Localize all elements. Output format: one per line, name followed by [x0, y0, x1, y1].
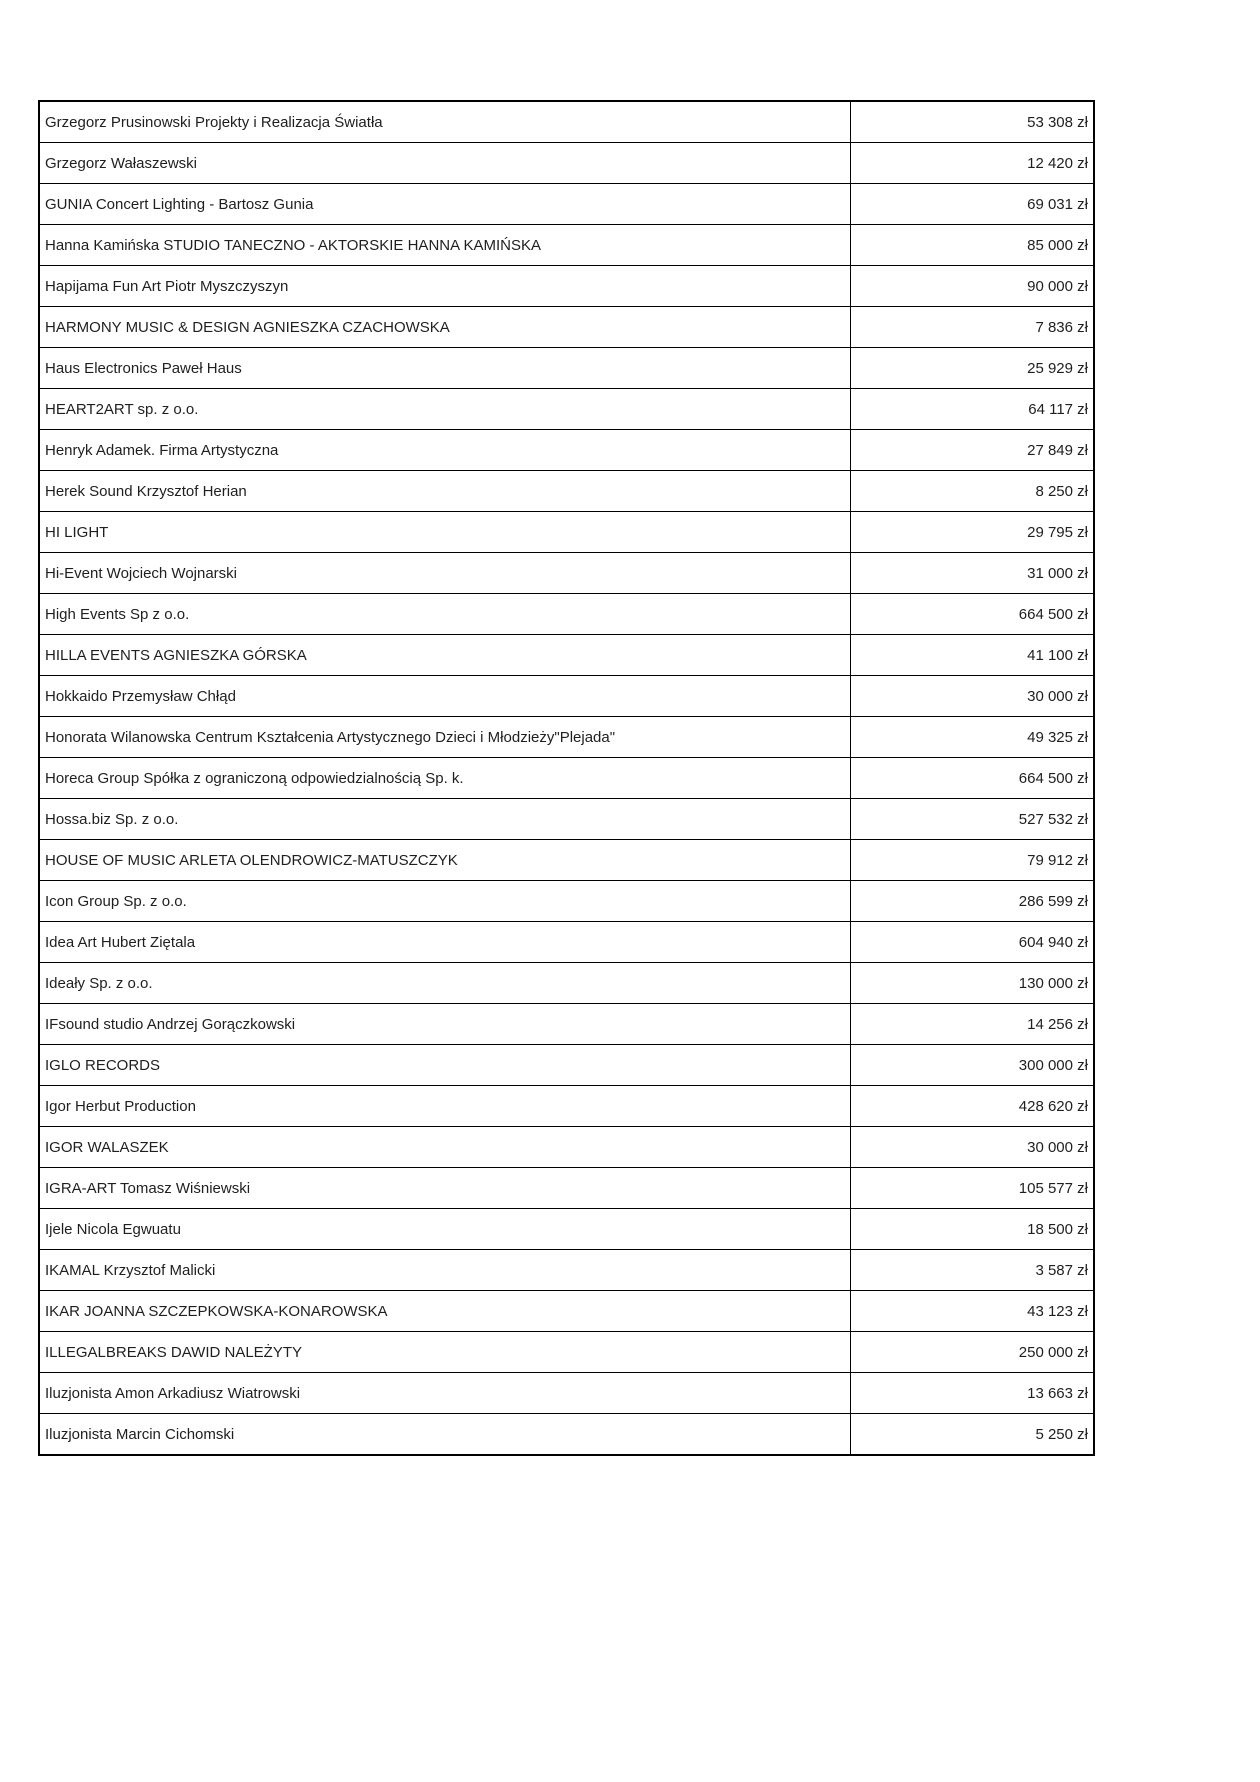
table-row	[39, 1209, 1094, 1250]
amount-cell: 90 000 zł	[851, 266, 1095, 307]
amount-cell: 85 000 zł	[851, 225, 1095, 266]
table-row	[39, 758, 1094, 799]
company-name-cell: IKAMAL Krzysztof Malicki	[39, 1250, 851, 1291]
company-name-cell: GUNIA Concert Lighting - Bartosz Gunia	[39, 184, 851, 225]
table-row	[39, 471, 1094, 512]
company-name-cell: Honorata Wilanowska Centrum Kształcenia Artystycznego Dzieci i Młodzieży"Plejada"	[39, 717, 851, 758]
amount-cell: 105 577 zł	[851, 1168, 1095, 1209]
table-row	[39, 922, 1094, 963]
company-name-cell: Iluzjonista Amon Arkadiusz Wiatrowski	[39, 1373, 851, 1414]
company-name-cell: IKAR JOANNA SZCZEPKOWSKA-KONAROWSKA	[39, 1291, 851, 1332]
company-name-cell: Hokkaido Przemysław Chłąd	[39, 676, 851, 717]
table-row	[39, 389, 1094, 430]
company-name-cell: HARMONY MUSIC & DESIGN AGNIESZKA CZACHOWSKA	[39, 307, 851, 348]
amount-cell: 664 500 zł	[851, 594, 1095, 635]
table-row	[39, 1127, 1094, 1168]
amount-cell: 428 620 zł	[851, 1086, 1095, 1127]
table-row	[39, 143, 1094, 184]
amount-cell: 49 325 zł	[851, 717, 1095, 758]
amount-cell: 7 836 zł	[851, 307, 1095, 348]
table-row	[39, 553, 1094, 594]
amount-cell: 5 250 zł	[851, 1414, 1095, 1456]
table-row	[39, 1291, 1094, 1332]
table-row	[39, 1373, 1094, 1414]
amount-cell: 18 500 zł	[851, 1209, 1095, 1250]
table-row	[39, 307, 1094, 348]
table-row	[39, 1086, 1094, 1127]
company-name-cell: Iluzjonista Marcin Cichomski	[39, 1414, 851, 1456]
amount-cell: 3 587 zł	[851, 1250, 1095, 1291]
company-name-cell: HILLA EVENTS AGNIESZKA GÓRSKA	[39, 635, 851, 676]
company-name-cell: Henryk Adamek. Firma Artystyczna	[39, 430, 851, 471]
company-name-cell: IFsound studio Andrzej Gorączkowski	[39, 1004, 851, 1045]
amount-cell: 30 000 zł	[851, 676, 1095, 717]
amount-cell: 29 795 zł	[851, 512, 1095, 553]
amount-cell: 41 100 zł	[851, 635, 1095, 676]
table-row	[39, 512, 1094, 553]
table-row	[39, 225, 1094, 266]
company-name-cell: Ideały Sp. z o.o.	[39, 963, 851, 1004]
amount-cell: 664 500 zł	[851, 758, 1095, 799]
company-name-cell: HI LIGHT	[39, 512, 851, 553]
company-name-cell: Haus Electronics Paweł Haus	[39, 348, 851, 389]
amount-cell: 53 308 zł	[851, 101, 1095, 143]
table-row	[39, 717, 1094, 758]
amount-cell: 14 256 zł	[851, 1004, 1095, 1045]
amount-cell: 250 000 zł	[851, 1332, 1095, 1373]
company-name-cell: ILLEGALBREAKS DAWID NALEŻYTY	[39, 1332, 851, 1373]
table-row	[39, 1004, 1094, 1045]
table-row	[39, 101, 1094, 143]
amount-cell: 527 532 zł	[851, 799, 1095, 840]
table-row	[39, 594, 1094, 635]
company-name-cell: IGLO RECORDS	[39, 1045, 851, 1086]
amounts-table-body	[39, 101, 1094, 1455]
company-name-cell: Ijele Nicola Egwuatu	[39, 1209, 851, 1250]
amount-cell: 79 912 zł	[851, 840, 1095, 881]
company-name-cell: HEART2ART sp. z o.o.	[39, 389, 851, 430]
amount-cell: 30 000 zł	[851, 1127, 1095, 1168]
amount-cell: 286 599 zł	[851, 881, 1095, 922]
amount-cell: 300 000 zł	[851, 1045, 1095, 1086]
company-name-cell: High Events Sp z o.o.	[39, 594, 851, 635]
table-row	[39, 1332, 1094, 1373]
company-name-cell: Hossa.biz Sp. z o.o.	[39, 799, 851, 840]
amount-cell: 64 117 zł	[851, 389, 1095, 430]
amount-cell: 69 031 zł	[851, 184, 1095, 225]
company-name-cell: IGOR WALASZEK	[39, 1127, 851, 1168]
amount-cell: 31 000 zł	[851, 553, 1095, 594]
amount-cell: 43 123 zł	[851, 1291, 1095, 1332]
amount-cell: 130 000 zł	[851, 963, 1095, 1004]
amounts-table	[38, 100, 1095, 1456]
amount-cell: 13 663 zł	[851, 1373, 1095, 1414]
table-row	[39, 430, 1094, 471]
company-name-cell: Horeca Group Spółka z ograniczoną odpowiedzialnością Sp. k.	[39, 758, 851, 799]
company-name-cell: Idea Art Hubert Ziętala	[39, 922, 851, 963]
table-row	[39, 963, 1094, 1004]
amount-cell: 12 420 zł	[851, 143, 1095, 184]
company-name-cell: IGRA-ART Tomasz Wiśniewski	[39, 1168, 851, 1209]
table-row	[39, 1168, 1094, 1209]
amount-cell: 25 929 zł	[851, 348, 1095, 389]
company-name-cell: HOUSE OF MUSIC ARLETA OLENDROWICZ-MATUSZCZYK	[39, 840, 851, 881]
company-name-cell: Icon Group Sp. z o.o.	[39, 881, 851, 922]
amount-cell: 27 849 zł	[851, 430, 1095, 471]
table-row	[39, 1414, 1094, 1456]
company-name-cell: Hapijama Fun Art Piotr Myszczyszyn	[39, 266, 851, 307]
company-name-cell: Grzegorz Wałaszewski	[39, 143, 851, 184]
table-row	[39, 840, 1094, 881]
table-row	[39, 799, 1094, 840]
table-row	[39, 266, 1094, 307]
table-row	[39, 881, 1094, 922]
amount-cell: 604 940 zł	[851, 922, 1095, 963]
table-row	[39, 635, 1094, 676]
table-row	[39, 1250, 1094, 1291]
company-name-cell: Herek Sound Krzysztof Herian	[39, 471, 851, 512]
table-row	[39, 348, 1094, 389]
company-name-cell: Grzegorz Prusinowski Projekty i Realizacja Światła	[39, 101, 851, 143]
table-row	[39, 676, 1094, 717]
table-row	[39, 184, 1094, 225]
company-name-cell: Igor Herbut Production	[39, 1086, 851, 1127]
company-name-cell: Hanna Kamińska STUDIO TANECZNO - AKTORSKIE HANNA KAMIŃSKA	[39, 225, 851, 266]
company-name-cell: Hi-Event Wojciech Wojnarski	[39, 553, 851, 594]
table-row	[39, 1045, 1094, 1086]
amount-cell: 8 250 zł	[851, 471, 1095, 512]
